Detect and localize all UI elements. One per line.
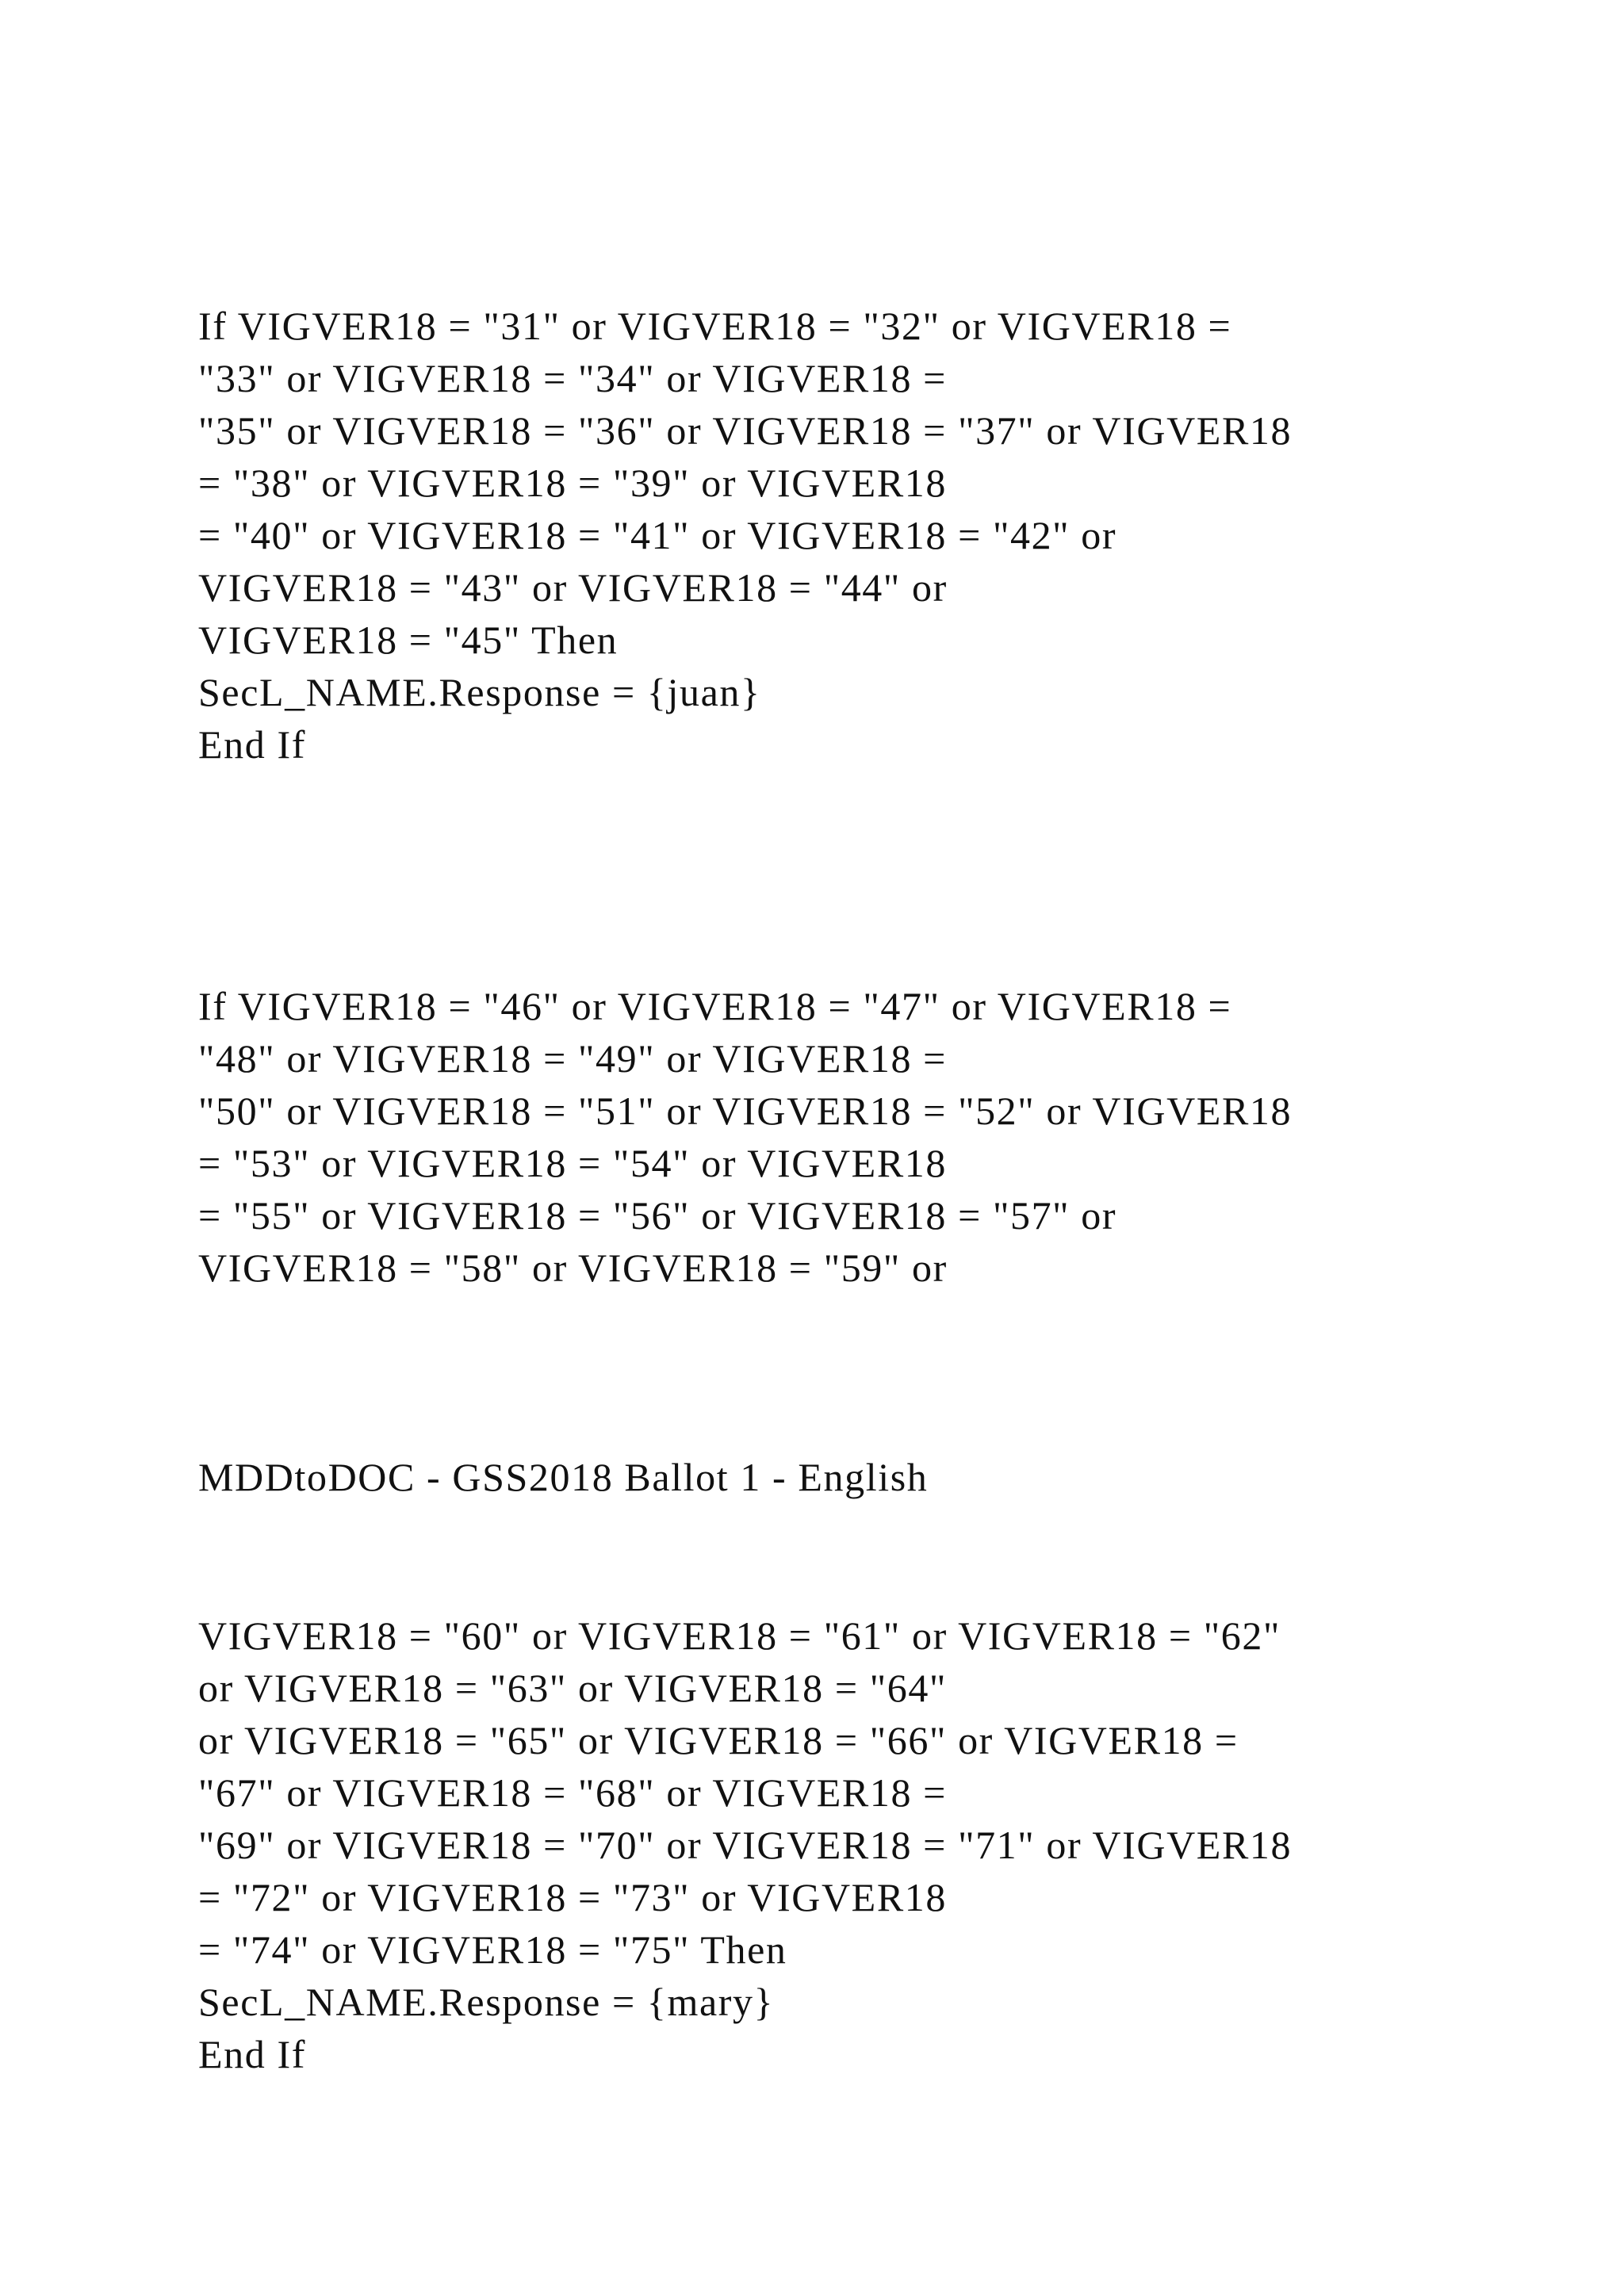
code-block-continued [198, 980, 1546, 1294]
code-line: or VIGVER18 = "65" or VIGVER18 = "66" or VIGVER18 = [198, 1718, 1239, 1762]
code-block-juan [198, 300, 1546, 771]
code-line: VIGVER18 = "43" or VIGVER18 = "44" or [198, 565, 948, 610]
code-line: VIGVER18 = "58" or VIGVER18 = "59" or [198, 1246, 948, 1290]
code-line: = "53" or VIGVER18 = "54" or VIGVER18 [198, 1141, 947, 1185]
code-line: "35" or VIGVER18 = "36" or VIGVER18 = "37" or VIGVER18 [198, 408, 1293, 453]
code-line: "69" or VIGVER18 = "70" or VIGVER18 = "71" or VIGVER18 [198, 1823, 1293, 1867]
code-line: End If [198, 722, 306, 767]
code-line: SecL_NAME.Response = {juan} [198, 670, 761, 714]
code-line: If VIGVER18 = "46" or VIGVER18 = "47" or VIGVER18 = [198, 984, 1232, 1028]
code-line: = "72" or VIGVER18 = "73" or VIGVER18 [198, 1875, 947, 1919]
code-line: "48" or VIGVER18 = "49" or VIGVER18 = [198, 1036, 947, 1081]
footer-text: MDDtoDOC - GSS2018 Ballot 1 - English [198, 1455, 929, 1499]
code-line: End If [198, 2032, 306, 2076]
code-line: "67" or VIGVER18 = "68" or VIGVER18 = [198, 1770, 947, 1815]
code-line: VIGVER18 = "60" or VIGVER18 = "61" or VIGVER18 = "62" [198, 1613, 1281, 1658]
code-line: "50" or VIGVER18 = "51" or VIGVER18 = "52" or VIGVER18 [198, 1089, 1293, 1133]
code-block-mary [198, 1609, 1546, 2080]
code-line: SecL_NAME.Response = {mary} [198, 1980, 775, 2024]
code-line: = "40" or VIGVER18 = "41" or VIGVER18 = "42" or [198, 513, 1117, 557]
page-footer [198, 1451, 1546, 1503]
code-line: = "74" or VIGVER18 = "75" Then [198, 1927, 787, 1972]
code-line: If VIGVER18 = "31" or VIGVER18 = "32" or VIGVER18 = [198, 304, 1232, 348]
code-line: VIGVER18 = "45" Then [198, 618, 619, 662]
code-line: = "55" or VIGVER18 = "56" or VIGVER18 = "57" or [198, 1193, 1117, 1238]
code-line: = "38" or VIGVER18 = "39" or VIGVER18 [198, 461, 947, 505]
code-line: or VIGVER18 = "63" or VIGVER18 = "64" [198, 1666, 947, 1710]
code-line: "33" or VIGVER18 = "34" or VIGVER18 = [198, 356, 947, 400]
